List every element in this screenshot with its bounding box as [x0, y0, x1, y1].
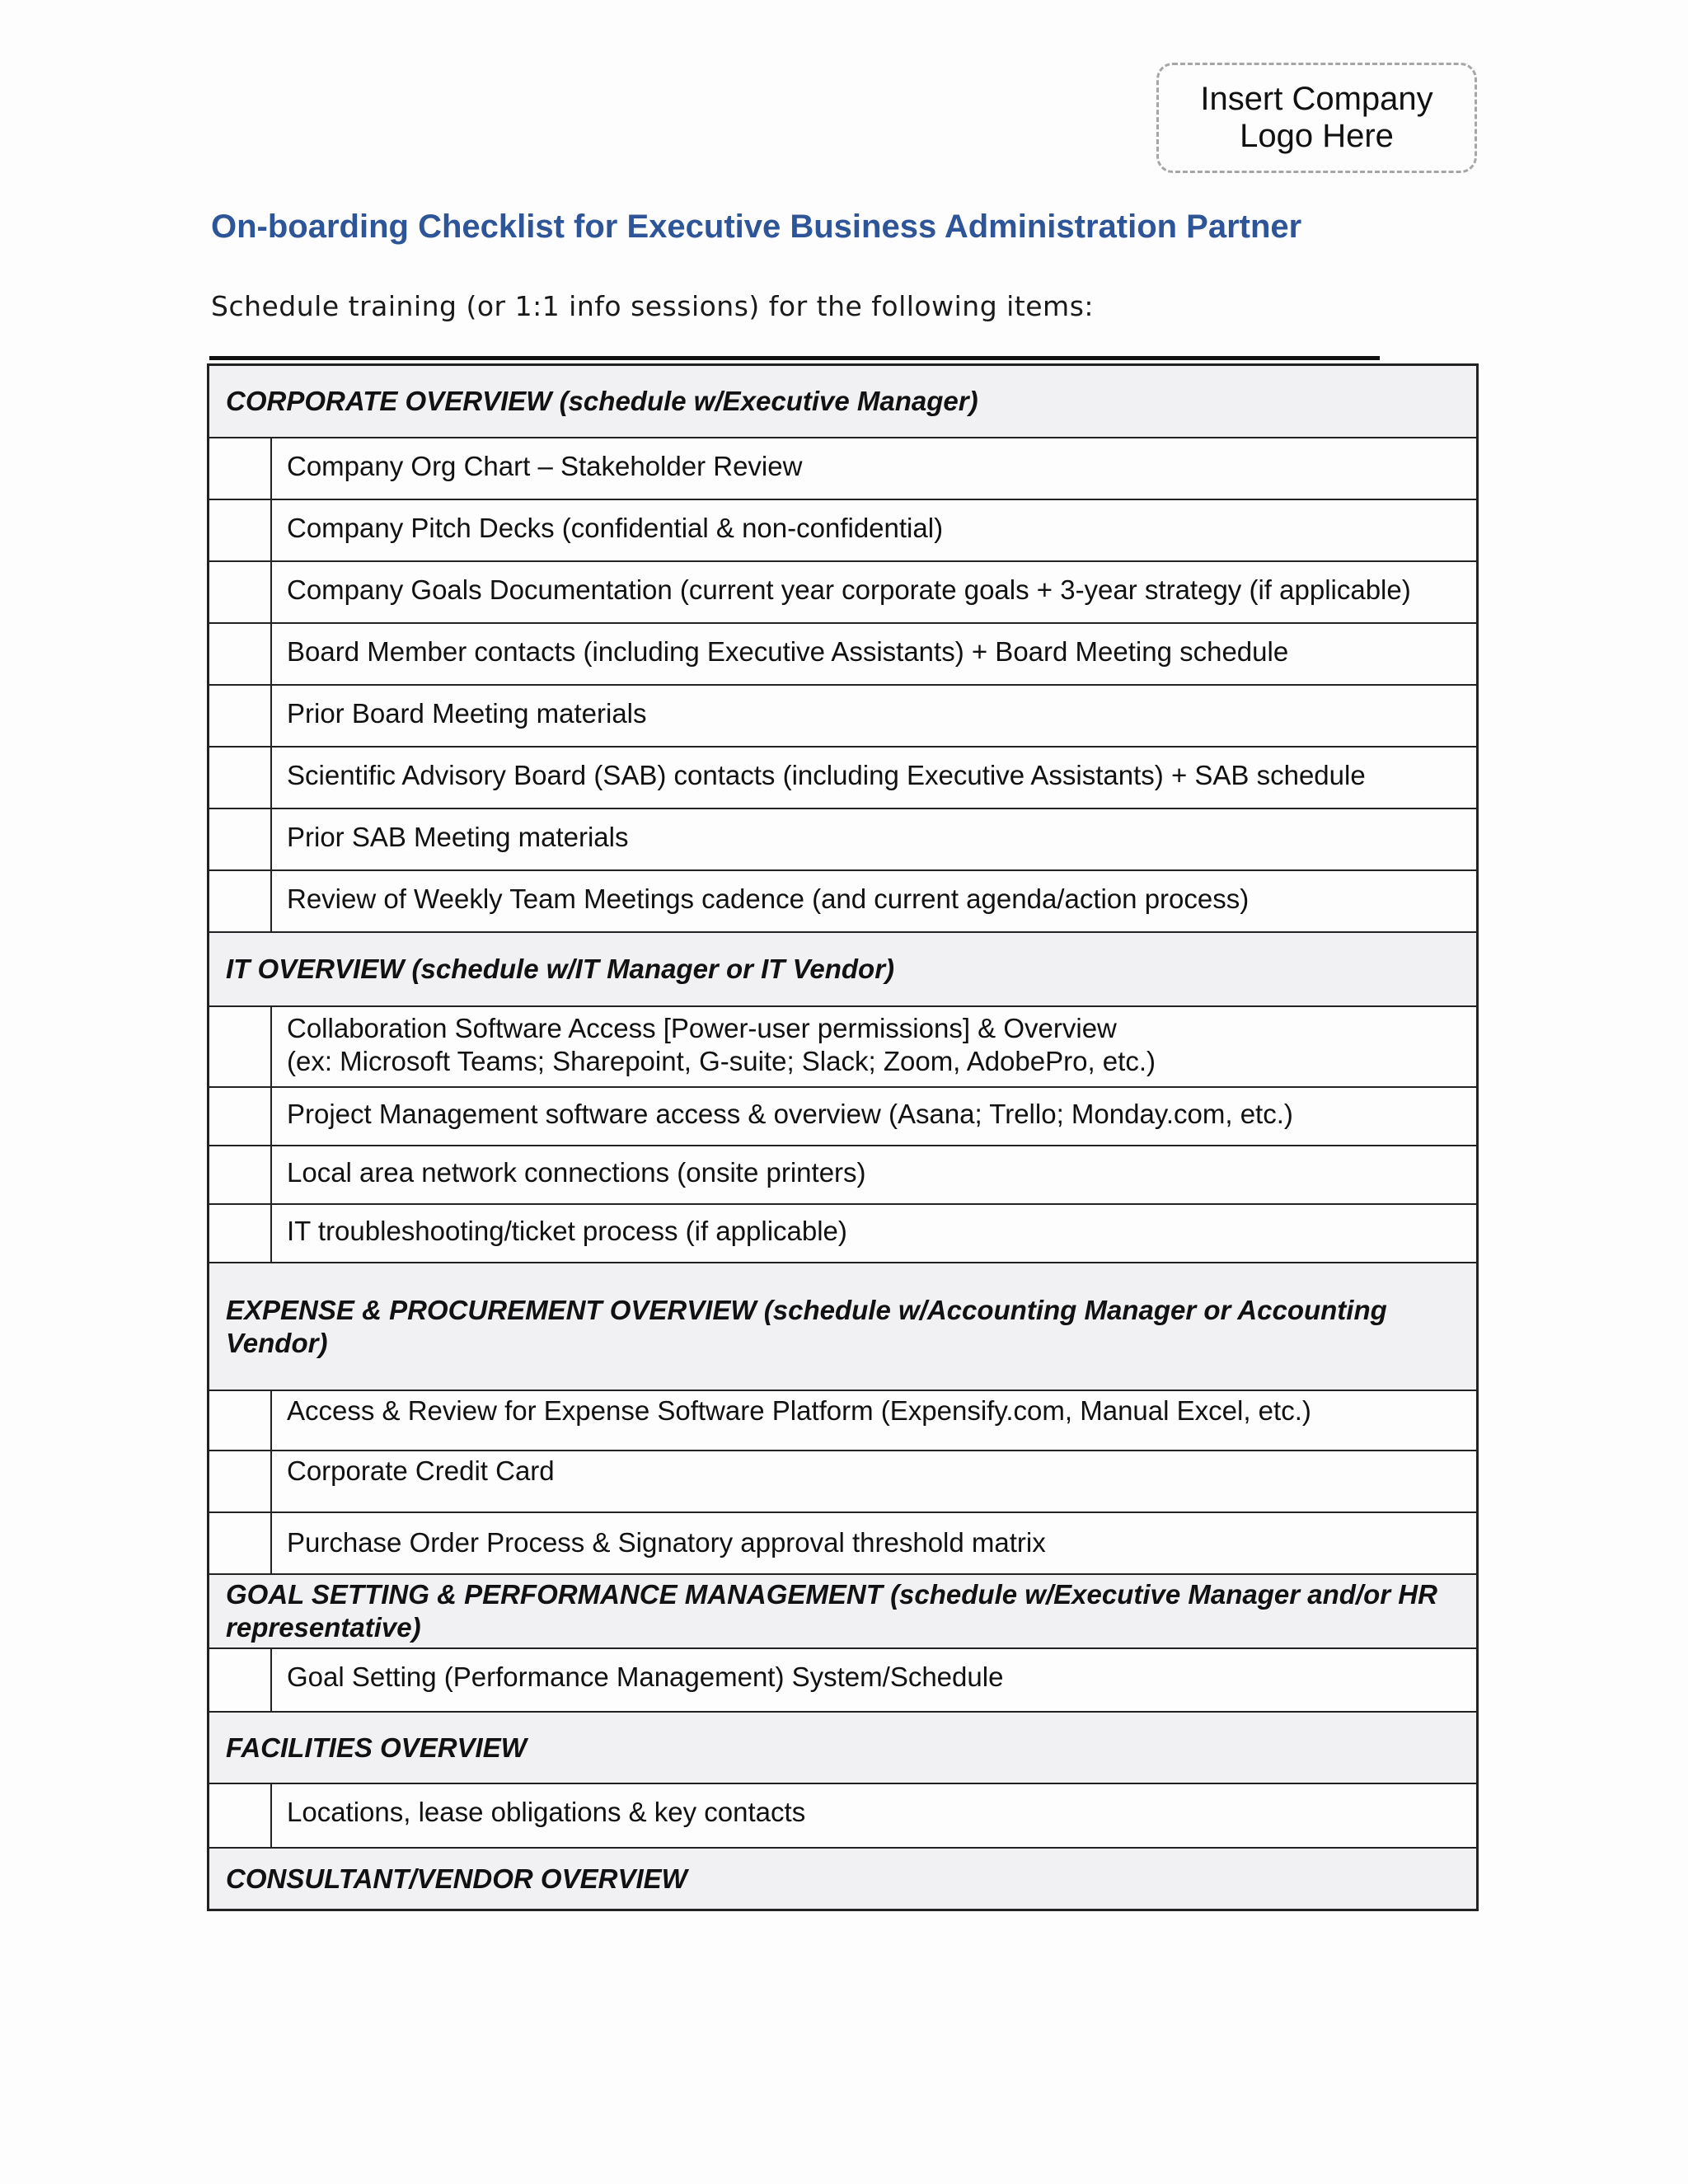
section-header-it — [209, 931, 1476, 1005]
checklist-item — [209, 1005, 1476, 1086]
checklist-item — [209, 437, 1476, 499]
section-heading: CORPORATE OVERVIEW (schedule w/Executive Manager) — [226, 386, 978, 416]
checkbox-cell[interactable] — [209, 438, 272, 499]
checkbox-cell[interactable] — [209, 1391, 272, 1450]
checkbox-cell[interactable] — [209, 1451, 272, 1511]
company-logo-placeholder — [1156, 63, 1477, 173]
checkbox-cell[interactable] — [209, 1205, 272, 1262]
checkbox-cell[interactable] — [209, 686, 272, 746]
item-label: Purchase Order Process & Signatory approval threshold matrix — [287, 1527, 1046, 1558]
checklist-item — [209, 622, 1476, 684]
page-subtitle: Schedule training (or 1:1 info sessions) for the following items: — [211, 290, 1095, 322]
page-title: On-boarding Checklist for Executive Business Administration Partner — [211, 209, 1302, 245]
checkbox-cell[interactable] — [209, 1007, 272, 1086]
checkbox-cell[interactable] — [209, 809, 272, 869]
checklist-item — [209, 1390, 1476, 1450]
onboarding-checklist-table — [207, 363, 1479, 1911]
item-label: Scientific Advisory Board (SAB) contacts (including Executive Assistants) + SAB schedule — [287, 760, 1366, 790]
checkbox-cell[interactable] — [209, 500, 272, 560]
item-label: Local area network connections (onsite printers) — [287, 1157, 866, 1188]
section-heading: CONSULTANT/VENDOR OVERVIEW — [226, 1863, 687, 1894]
checklist-item — [209, 1086, 1476, 1145]
checklist-item — [209, 1783, 1476, 1847]
logo-placeholder-text: Insert Company Logo Here — [1200, 81, 1433, 154]
checkbox-cell[interactable] — [209, 1649, 272, 1711]
item-label: Prior SAB Meeting materials — [287, 822, 629, 852]
checklist-item — [209, 746, 1476, 808]
checklist-item — [209, 1450, 1476, 1511]
section-header-goal-setting — [209, 1573, 1476, 1647]
item-label: Board Member contacts (including Executive Assistants) + Board Meeting schedule — [287, 636, 1289, 667]
checkbox-cell[interactable] — [209, 624, 272, 684]
checkbox-cell[interactable] — [209, 562, 272, 622]
checklist-item — [209, 1145, 1476, 1203]
checkbox-cell[interactable] — [209, 1088, 272, 1145]
item-label: Goal Setting (Performance Management) System/Schedule — [287, 1661, 1004, 1692]
checklist-item — [209, 808, 1476, 869]
item-label: Company Org Chart – Stakeholder Review — [287, 451, 803, 481]
item-label: Access & Review for Expense Software Platform (Expensify.com, Manual Excel, etc.) — [287, 1395, 1311, 1426]
item-label: Project Management software access & overview (Asana; Trello; Monday.com, etc.) — [287, 1099, 1293, 1129]
section-heading: EXPENSE & PROCUREMENT OVERVIEW (schedule w/Accounting Manager or Accounting Vendor) — [226, 1294, 1387, 1358]
checklist-item — [209, 869, 1476, 931]
checklist-item — [209, 1647, 1476, 1711]
item-label: Review of Weekly Team Meetings cadence (and current agenda/action process) — [287, 883, 1250, 914]
checkbox-cell[interactable] — [209, 871, 272, 931]
divider — [209, 356, 1380, 360]
checkbox-cell[interactable] — [209, 748, 272, 808]
item-label: Company Pitch Decks (confidential & non-confidential) — [287, 513, 944, 543]
checkbox-cell[interactable] — [209, 1146, 272, 1203]
item-label: Company Goals Documentation (current year corporate goals + 3-year strategy (if applicable) — [287, 574, 1411, 605]
section-header-consultant-vendor — [209, 1847, 1476, 1909]
section-header-corporate — [209, 366, 1476, 437]
section-heading: IT OVERVIEW (schedule w/IT Manager or IT Vendor) — [226, 954, 895, 984]
checklist-item — [209, 499, 1476, 560]
section-header-facilities — [209, 1711, 1476, 1783]
section-heading: FACILITIES OVERVIEW — [226, 1732, 527, 1763]
item-label: Collaboration Software Access [Power-user permissions] & Overview (ex: Microsoft Teams; Sharepoint, G-suite; Slack; Zoom, AdobePro, etc.) — [287, 1013, 1156, 1076]
item-label: IT troubleshooting/ticket process (if applicable) — [287, 1216, 847, 1246]
item-label: Corporate Credit Card — [287, 1455, 555, 1486]
item-label: Locations, lease obligations & key contacts — [287, 1797, 806, 1827]
section-header-expense — [209, 1262, 1476, 1390]
item-label: Prior Board Meeting materials — [287, 698, 647, 729]
checkbox-cell[interactable] — [209, 1513, 272, 1573]
checklist-item — [209, 1511, 1476, 1573]
checklist-item — [209, 1203, 1476, 1262]
checkbox-cell[interactable] — [209, 1784, 272, 1847]
checklist-item — [209, 684, 1476, 746]
checklist-item — [209, 560, 1476, 622]
section-heading: GOAL SETTING & PERFORMANCE MANAGEMENT (schedule w/Executive Manager and/or HR representative) — [226, 1579, 1437, 1643]
